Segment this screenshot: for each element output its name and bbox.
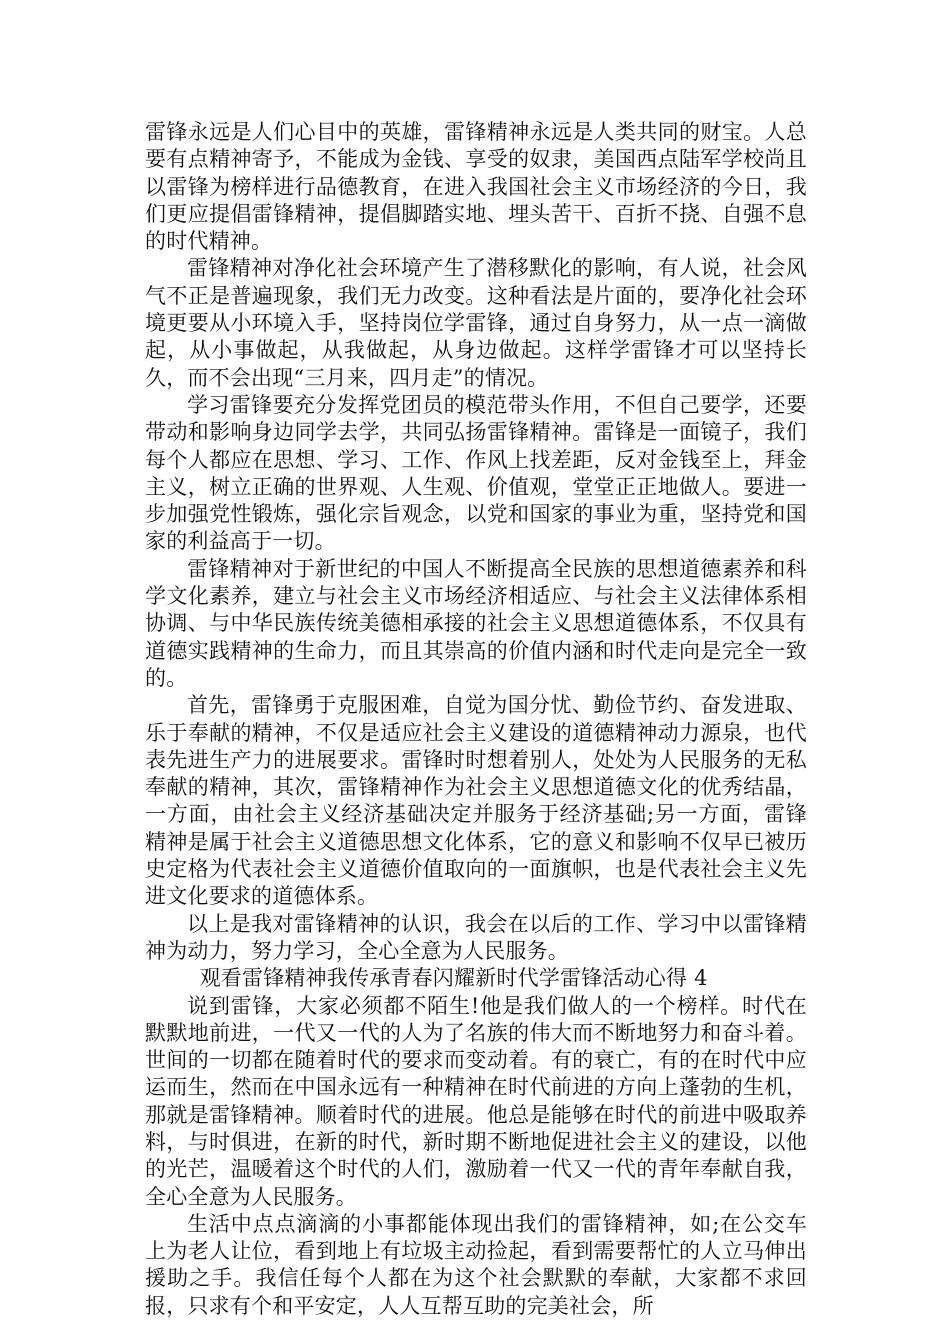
paragraph-2: 雷锋精神对净化社会环境产生了潜移默化的影响，有人说，社会风气不正是普遍现象，我们无力改变。这种看法是片面的，要净化社会环境更要从小环境入手，坚持岗位学雷锋，通过自身努力，从一点一滴做起，从小事做起，从我做起，从身边做起。这样学雷锋才可以坚持长久，而不会出现“三月来，四月走”的情况。 (145, 256, 807, 390)
paragraph-1: 雷锋永远是人们心目中的英雄，雷锋精神永远是人类共同的财宝。人总要有点精神寄予，不能成为金钱、享受的奴隶，美国西点陆军学校尚且以雷锋为榜样进行品德教育，在进入我国社会主义市场经济的今日，我们更应提倡雷锋精神，提倡脚踏实地、埋头苦干、百折不挠、自强不息的时代精神。 (145, 120, 807, 254)
paragraph-7: 说到雷锋，大家必须都不陌生!他是我们做人的一个榜样。时代在默默地前进，一代又一代的人为了名族的伟大而不断地努力和奋斗着。世间的一切都在随着时代的要求而变动着。有的衰亡，有的在时代中应运而生，然而在中国永远有一种精神在时代前进的方向上蓬勃的生机，那就是雷锋精神。顺着时代的进展。他总是能够在时代的前进中吸取养料，与时俱进，在新的时代，新时期不断地促进社会主义的建设，以他的光芒，温暖着这个时代的人们，激励着一代又一代的青年奉献自我，全心全意为人民服务。 (145, 993, 807, 1209)
section-heading: 观看雷锋精神我传承青春闪耀新时代学雷锋活动心得 4 (199, 966, 708, 991)
paragraph-4: 雷锋精神对于新世纪的中国人不断提高全民族的思想道德素养和科学文化素养，建立与社会主义市场经济相适应、与社会主义法律体系相协调、与中华民族传统美德相承接的社会主义思想道德体系，不仅具有道德实践精神的生命力，而且其崇高的价值内涵和时代走向是完全一致的。 (145, 556, 807, 690)
paragraph-5: 首先，雷锋勇于克服困难，自觉为国分忧、勤俭节约、奋发进取、乐于奉献的精神，不仅是适应社会主义建设的道德精神动力源泉，也代表先进生产力的进展要求。雷锋时时想着别人，处处为人民服务的无私奉献的精神，其次，雷锋精神作为社会主义思想道德文化的优秀结晶，一方面，由社会主义经济基础决定并服务于经济基础;另一方面，雷锋精神是属于社会主义道德思想文化体系，它的意义和影响不仅早已被历史定格为代表社会主义道德价值取向的一面旗帜，也是代表社会主义先进文化要求的道德体系。 (145, 693, 807, 909)
paragraph-3: 学习雷锋要充分发挥党团员的模范带头作用，不但自己要学，还要带动和影响身边同学去学，共同弘扬雷锋精神。雷锋是一面镜子，我们每个人都应在思想、学习、工作、作风上找差距，反对金钱至上，拜金主义，树立正确的世界观、人生观、价值观，堂堂正正地做人。要进一步加强党性锻炼，强化宗旨观念，以党和国家的事业为重，坚持党和国家的利益高于一切。 (145, 392, 807, 554)
paragraph-6: 以上是我对雷锋精神的认识，我会在以后的工作、学习中以雷锋精神为动力，努力学习，全心全意为人民服务。 (145, 911, 807, 963)
document-body (145, 119, 807, 1320)
paragraph-8: 生活中点点滴滴的小事都能体现出我们的雷锋精神，如;在公交车上为老人让位，看到地上有垃圾主动捡起，看到需要帮忙的人立马伸出援助之手。我信任每个人都在为这个社会默默的奉献，大家都不求回报，只求有个和平安定，人人互帮互助的完美社会，所 (145, 1211, 807, 1318)
